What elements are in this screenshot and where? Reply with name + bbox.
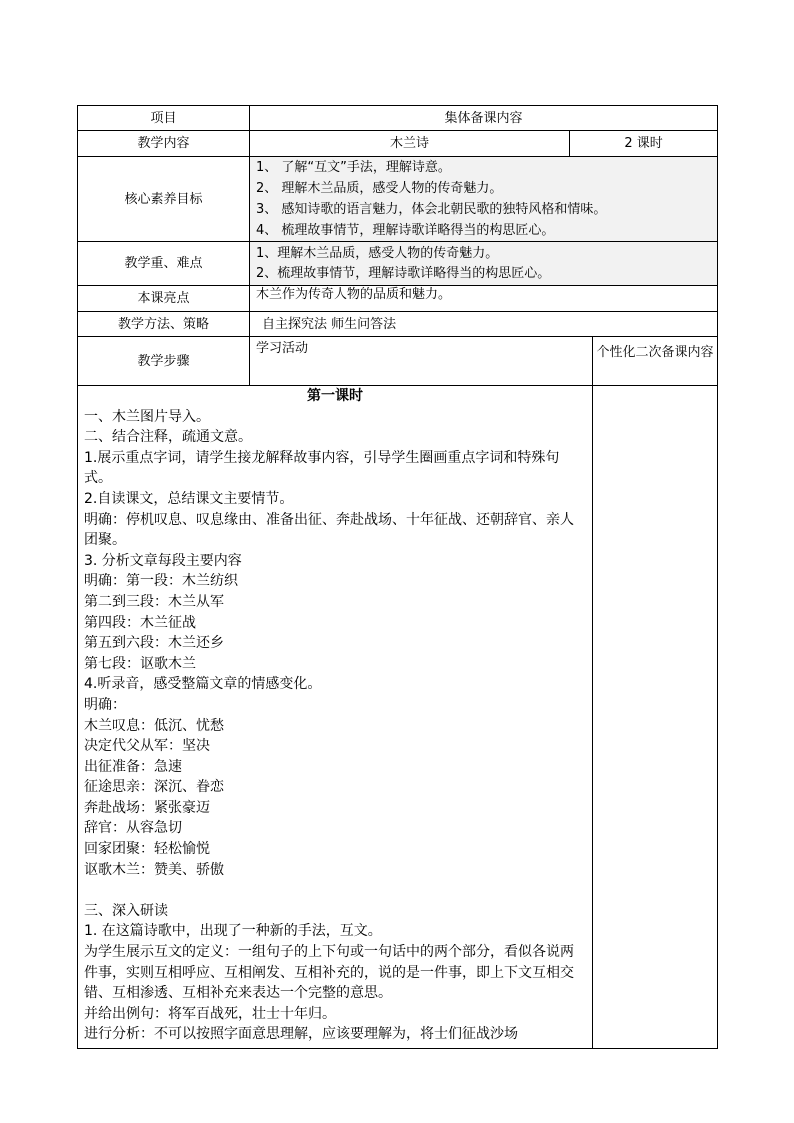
lesson-line: 为学生展示互文的定义：一组句子的上下句或一句话中的两个部分，看似各说两件事，实则互相呼应、互相阐发、互相补充的，说的是一件事，即上下文互相交错、互相渗透、互相补充来表达一个完整的意思。 <box>84 944 574 1002</box>
goal-item: 1、 了解“互文”手法，理解诗意。 <box>256 160 451 175</box>
lesson-line: 回家团聚：轻松愉悦 <box>84 841 210 858</box>
personal-label: 个性化二次备课内容 <box>593 337 718 386</box>
key-points-list <box>250 242 718 286</box>
lesson-line: 4.听录音，感受整篇文章的情感变化。 <box>84 676 322 693</box>
lesson-line: 进行分析：不可以按照字面意思理解，应该要理解为，将士们征战沙场 <box>84 1026 518 1043</box>
goal-item: 3、 感知诗歌的语言魅力，体会北朝民歌的独特风格和情味。 <box>256 202 607 217</box>
lesson-content-cell <box>78 386 593 1049</box>
highlight-label: 本课亮点 <box>78 286 250 312</box>
lesson-line: 第七段：讴歌木兰 <box>84 655 196 672</box>
lesson-line: 决定代父从军：坚决 <box>84 738 210 755</box>
lesson-line <box>84 880 586 901</box>
lesson-line: 第五到六段：木兰还乡 <box>84 635 224 652</box>
goal-item: 2、 理解木兰品质，感受人物的传奇魅力。 <box>256 181 503 196</box>
lesson-hours: 2 课时 <box>570 131 718 157</box>
lesson-line: 出征准备：急速 <box>84 758 182 775</box>
lesson-line: 讴歌木兰：赞美、骄傲 <box>84 861 224 878</box>
lesson-line: 明确：第一段：木兰纺织 <box>84 573 238 590</box>
lesson-line: 第二到三段：木兰从军 <box>84 593 224 610</box>
teaching-content-label: 教学内容 <box>78 131 250 157</box>
goal-item: 4、 梳理故事情节，理解诗歌详略得当的构思匠心。 <box>256 223 555 238</box>
lesson-line: 明确：停机叹息、叹息缘由、准备出征、奔赴战场、十年征战、还朝辞官、亲人团聚。 <box>84 511 574 549</box>
lesson-line: 奔赴战场：紧张豪迈 <box>84 799 210 816</box>
lesson-line: 征途思亲：深沉、眷恋 <box>84 779 224 796</box>
lesson-line: 明确： <box>84 696 126 713</box>
lesson-line: 1.展示重点字词，请学生接龙解释故事内容，引导学生圈画重点字词和特殊句式。 <box>84 449 560 487</box>
lesson-line: 三、深入研读 <box>84 902 168 919</box>
lesson-line: 3. 分析文章每段主要内容 <box>84 552 242 569</box>
personal-notes-cell <box>593 386 718 1049</box>
lesson-line: 1. 在这篇诗歌中，出现了一种新的手法，互文。 <box>84 923 382 940</box>
lesson-line: 第四段：木兰征战 <box>84 614 196 631</box>
goals-list <box>250 157 718 242</box>
lesson-line: 二、结合注释，疏通文意。 <box>84 429 252 446</box>
methods-text: 自主探究法 师生问答法 <box>250 312 718 337</box>
key-point-item: 2、梳理故事情节，理解诗歌详略得当的构思匠心。 <box>256 265 551 281</box>
lesson-section-title: 第一课时 <box>307 388 363 404</box>
lesson-lines <box>84 407 586 1045</box>
lesson-line: 木兰叹息：低沉、忧愁 <box>84 717 224 734</box>
activity-label: 学习活动 <box>250 337 593 386</box>
lesson-line: 一、木兰图片导入。 <box>84 408 210 425</box>
highlight-text: 木兰作为传奇人物的品质和魅力。 <box>250 286 718 312</box>
lesson-title: 木兰诗 <box>250 131 570 157</box>
goals-label: 核心素养目标 <box>78 157 250 242</box>
lesson-content <box>78 386 592 1048</box>
key-point-item: 1、理解木兰品质，感受人物的传奇魅力。 <box>256 245 499 261</box>
steps-label: 教学步骤 <box>78 337 250 386</box>
key-points-label: 教学重、难点 <box>78 242 250 286</box>
item-header: 项目 <box>78 106 250 131</box>
lesson-plan-table <box>77 105 718 1049</box>
lesson-line: 辞官：从容急切 <box>84 820 182 837</box>
lesson-line: 并给出例句：将军百战死，壮士十年归。 <box>84 1005 336 1022</box>
methods-label: 教学方法、策略 <box>78 312 250 337</box>
content-header: 集体备课内容 <box>250 106 718 131</box>
lesson-line: 2.自读课文，总结课文主要情节。 <box>84 490 294 507</box>
